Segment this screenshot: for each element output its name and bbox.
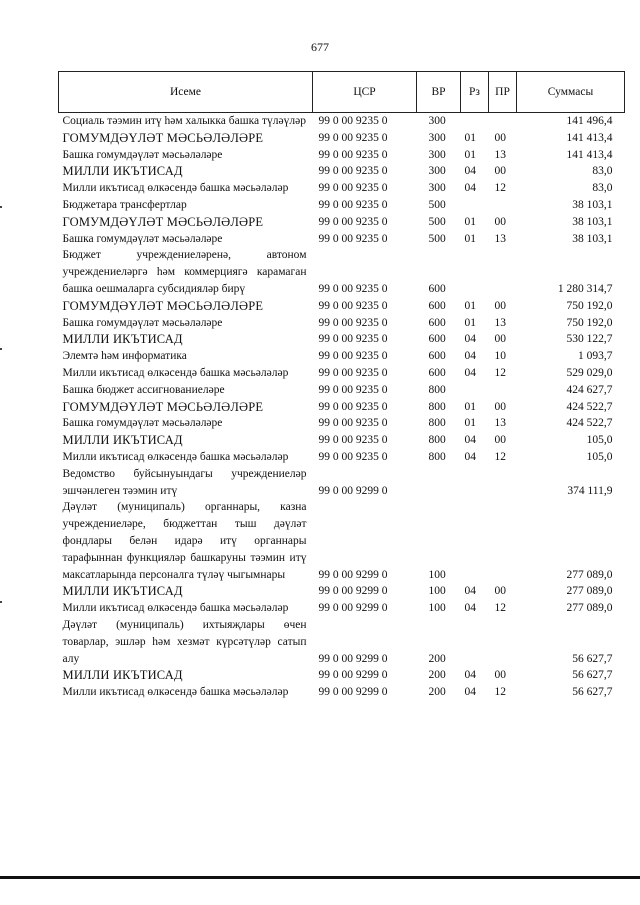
cell-pr xyxy=(489,466,517,500)
table-row xyxy=(59,331,625,348)
cell-name: МИЛЛИ ИКЪТИСАД xyxy=(62,668,183,683)
cell-sum: 141 413,4 xyxy=(566,131,613,144)
cell-sum: 529 029,0 xyxy=(566,366,613,379)
table-row xyxy=(59,466,625,500)
cell-pr: 13 xyxy=(494,316,506,329)
cell-name: Бюджет учреждениеләренә, автоном учреждениеләргә һәм коммерциягә карамаган башка оешмаларга субсидияләр бирү xyxy=(62,249,307,295)
cell-csr: 99 0 00 9235 0 xyxy=(318,198,388,211)
cell-name: Ведомство буйсынуындагы учреждениеләр эшчәнлеген тәэмин итү xyxy=(62,467,307,497)
cell-vr: 500 xyxy=(428,198,446,211)
cell-name: ГОМУМДӘҮЛӘТ МӘСЬӘЛӘЛӘРЕ xyxy=(62,399,264,414)
cell-rz: 01 xyxy=(464,316,476,329)
cell-sum: 105,0 xyxy=(586,434,613,447)
cell-name: Башка бюджет ассигнованиеләре xyxy=(62,383,225,396)
table-row xyxy=(59,130,625,147)
cell-sum: 750 192,0 xyxy=(566,299,613,312)
cell-rz xyxy=(461,247,489,297)
scan-mark xyxy=(0,348,2,350)
page-bottom-edge xyxy=(0,876,640,879)
cell-rz xyxy=(461,466,489,500)
cell-sum: 424 522,7 xyxy=(566,400,613,413)
cell-vr: 600 xyxy=(428,282,446,295)
cell-csr: 99 0 00 9235 0 xyxy=(318,333,388,346)
table-row xyxy=(59,399,625,416)
cell-name: МИЛЛИ ИКЪТИСАД xyxy=(62,433,183,448)
cell-name: Башка гомумдәүләт мәсьәләләре xyxy=(62,232,223,245)
cell-pr: 13 xyxy=(494,417,506,430)
cell-name: Милли икътисад өлкәсендә башка мәсьәләләр xyxy=(62,602,289,615)
table-row xyxy=(59,247,625,297)
cell-vr: 600 xyxy=(428,366,446,379)
cell-vr: 100 xyxy=(428,602,446,615)
cell-pr: 12 xyxy=(494,450,506,463)
cell-csr: 99 0 00 9299 0 xyxy=(318,484,388,497)
cell-csr: 99 0 00 9235 0 xyxy=(318,215,388,228)
cell-sum: 38 103,1 xyxy=(572,215,613,228)
cell-rz: 01 xyxy=(464,417,476,430)
cell-pr xyxy=(489,499,517,583)
header-csr: ЦСР xyxy=(313,72,417,113)
cell-name: Милли икътисад өлкәсендә башка мәсьәләләр xyxy=(62,182,289,195)
cell-sum: 83,0 xyxy=(592,182,613,195)
header-rz: Рз xyxy=(461,72,489,113)
cell-name: Башка гомумдәүләт мәсьәләләре xyxy=(62,417,223,430)
cell-rz: 01 xyxy=(464,148,476,161)
cell-name: Дәүләт (муниципаль) ихтыяҗлары өчен товарлар, эшләр һәм хезмәт күрсәтүләр сатып алу xyxy=(62,618,307,665)
cell-rz: 04 xyxy=(464,434,476,447)
table-row xyxy=(59,583,625,600)
cell-vr: 300 xyxy=(428,148,446,161)
cell-vr: 600 xyxy=(428,316,446,329)
cell-vr xyxy=(417,466,461,500)
cell-rz: 04 xyxy=(464,450,476,463)
cell-csr: 99 0 00 9235 0 xyxy=(318,434,388,447)
cell-csr: 99 0 00 9299 0 xyxy=(318,686,388,699)
header-pr: ПР xyxy=(489,72,517,113)
cell-sum: 424 522,7 xyxy=(566,417,613,430)
cell-name: Башка гомумдәүләт мәсьәләләре xyxy=(62,316,223,329)
cell-sum: 105,0 xyxy=(586,450,613,463)
cell-csr: 99 0 00 9235 0 xyxy=(318,165,388,178)
cell-rz: 04 xyxy=(464,182,476,195)
cell-rz: 01 xyxy=(464,215,476,228)
cell-pr: 00 xyxy=(494,400,506,413)
cell-pr: 12 xyxy=(494,602,506,615)
cell-csr: 99 0 00 9235 0 xyxy=(318,316,388,329)
scan-mark xyxy=(0,206,2,208)
cell-rz xyxy=(461,617,489,667)
table-body xyxy=(59,113,625,701)
budget-table xyxy=(58,71,625,701)
cell-pr xyxy=(489,382,517,399)
cell-name: Милли икътисад өлкәсендә башка мәсьәләләр xyxy=(62,686,289,699)
cell-pr: 00 xyxy=(494,131,506,144)
cell-name: Элемтә һәм информатика xyxy=(62,350,187,363)
table-row xyxy=(59,214,625,231)
cell-pr: 00 xyxy=(494,215,506,228)
cell-sum: 56 627,7 xyxy=(572,669,613,682)
cell-vr: 800 xyxy=(428,383,446,396)
cell-csr: 99 0 00 9235 0 xyxy=(318,232,388,245)
cell-vr: 600 xyxy=(428,350,446,363)
cell-vr: 500 xyxy=(428,232,446,245)
cell-pr: 10 xyxy=(494,350,506,363)
cell-vr: 800 xyxy=(428,450,446,463)
cell-name: МИЛЛИ ИКЪТИСАД xyxy=(62,332,183,347)
table-row xyxy=(59,365,625,382)
cell-sum: 141 496,4 xyxy=(566,115,613,127)
cell-csr: 99 0 00 9235 0 xyxy=(318,299,388,312)
table-row xyxy=(59,432,625,449)
cell-sum: 277 089,0 xyxy=(566,602,613,615)
cell-sum: 374 111,9 xyxy=(567,484,613,497)
cell-sum: 530 122,7 xyxy=(566,333,613,346)
cell-vr: 100 xyxy=(428,568,446,581)
cell-sum: 38 103,1 xyxy=(572,198,613,211)
cell-sum: 56 627,7 xyxy=(572,652,613,665)
table-row xyxy=(59,180,625,197)
table-row xyxy=(59,197,625,214)
table-row xyxy=(59,499,625,583)
cell-rz: 04 xyxy=(464,333,476,346)
cell-pr: 00 xyxy=(494,165,506,178)
cell-pr xyxy=(489,113,517,130)
cell-rz: 04 xyxy=(464,165,476,178)
cell-sum: 56 627,7 xyxy=(572,686,613,699)
cell-csr: 99 0 00 9235 0 xyxy=(318,417,388,430)
table-row xyxy=(59,231,625,248)
cell-pr: 12 xyxy=(494,182,506,195)
cell-rz xyxy=(461,113,489,130)
cell-pr xyxy=(489,247,517,297)
table-row xyxy=(59,298,625,315)
cell-pr: 12 xyxy=(494,366,506,379)
cell-vr: 200 xyxy=(428,686,446,699)
page-number: 677 xyxy=(311,40,329,54)
table-row xyxy=(59,449,625,466)
cell-vr: 300 xyxy=(428,165,446,178)
cell-sum: 277 089,0 xyxy=(566,585,613,598)
cell-pr xyxy=(489,617,517,667)
cell-sum: 1 280 314,7 xyxy=(557,282,613,295)
cell-vr: 600 xyxy=(428,299,446,312)
cell-vr: 600 xyxy=(428,333,446,346)
header-vr: ВР xyxy=(417,72,461,113)
cell-rz: 04 xyxy=(464,602,476,615)
cell-csr: 99 0 00 9299 0 xyxy=(318,669,388,682)
cell-name: Бюджетара трансфертлар xyxy=(62,198,187,211)
cell-csr: 99 0 00 9235 0 xyxy=(318,182,388,195)
cell-sum: 1 093,7 xyxy=(578,350,613,363)
cell-csr: 99 0 00 9235 0 xyxy=(318,400,388,413)
cell-csr: 99 0 00 9235 0 xyxy=(318,383,388,396)
cell-rz: 04 xyxy=(464,669,476,682)
cell-rz xyxy=(461,197,489,214)
cell-rz xyxy=(461,499,489,583)
cell-rz: 01 xyxy=(464,232,476,245)
cell-name: ГОМУМДӘҮЛӘТ МӘСЬӘЛӘЛӘРЕ xyxy=(62,130,264,145)
cell-csr: 99 0 00 9299 0 xyxy=(318,585,388,598)
cell-vr: 500 xyxy=(428,215,446,228)
cell-name: Башка гомумдәүләт мәсьәләләре xyxy=(62,148,223,161)
cell-pr: 13 xyxy=(494,148,506,161)
cell-rz: 01 xyxy=(464,131,476,144)
table-row xyxy=(59,147,625,164)
cell-name: Дәүләт (муниципаль) органнары, казна учреждениеләре, бюджеттан тыш дәүләт фондлары белән идарә итү органнары тарафыннан функцияләр башкаруны тәэмин итү максатларында персоналга түләү чыгымнары xyxy=(62,501,307,581)
cell-name: Социаль тәэмин итү һәм халыкка башка түләүләр xyxy=(62,115,306,127)
cell-sum: 141 413,4 xyxy=(566,148,613,161)
cell-rz: 04 xyxy=(464,585,476,598)
cell-pr: 00 xyxy=(494,333,506,346)
cell-vr: 300 xyxy=(428,131,446,144)
table-row xyxy=(59,415,625,432)
table-row xyxy=(59,382,625,399)
cell-csr: 99 0 00 9299 0 xyxy=(318,652,388,665)
cell-pr: 13 xyxy=(494,232,506,245)
cell-name: МИЛЛИ ИКЪТИСАД xyxy=(62,584,183,599)
scan-mark xyxy=(0,601,2,603)
cell-vr: 100 xyxy=(428,585,446,598)
cell-sum: 83,0 xyxy=(592,165,613,178)
cell-name: ГОМУМДӘҮЛӘТ МӘСЬӘЛӘЛӘРЕ xyxy=(62,298,264,313)
cell-csr: 99 0 00 9235 0 xyxy=(318,350,388,363)
table-row xyxy=(59,315,625,332)
cell-csr: 99 0 00 9235 0 xyxy=(318,366,388,379)
cell-rz: 04 xyxy=(464,686,476,699)
cell-name: Милли икътисад өлкәсендә башка мәсьәләләр xyxy=(62,366,289,379)
cell-csr: 99 0 00 9235 0 xyxy=(318,148,388,161)
cell-name: Милли икътисад өлкәсендә башка мәсьәләләр xyxy=(62,450,289,463)
table-row xyxy=(59,667,625,684)
cell-name: МИЛЛИ ИКЪТИСАД xyxy=(62,164,183,179)
cell-sum: 750 192,0 xyxy=(566,316,613,329)
cell-csr: 99 0 00 9235 0 xyxy=(318,115,388,127)
cell-sum: 277 089,0 xyxy=(566,568,613,581)
cell-rz: 01 xyxy=(464,299,476,312)
cell-pr: 00 xyxy=(494,434,506,447)
table-row xyxy=(59,348,625,365)
header-sum: Суммасы xyxy=(517,72,625,113)
cell-csr: 99 0 00 9235 0 xyxy=(318,282,388,295)
cell-sum: 38 103,1 xyxy=(572,232,613,245)
cell-pr: 00 xyxy=(494,669,506,682)
table-header-row xyxy=(59,72,625,113)
cell-rz: 01 xyxy=(464,400,476,413)
table-row xyxy=(59,617,625,667)
cell-rz: 04 xyxy=(464,366,476,379)
cell-vr: 200 xyxy=(428,652,446,665)
cell-pr xyxy=(489,197,517,214)
cell-pr: 00 xyxy=(494,299,506,312)
cell-vr: 800 xyxy=(428,417,446,430)
cell-csr: 99 0 00 9235 0 xyxy=(318,450,388,463)
cell-name: ГОМУМДӘҮЛӘТ МӘСЬӘЛӘЛӘРЕ xyxy=(62,214,264,229)
cell-sum: 424 627,7 xyxy=(566,383,613,396)
cell-csr: 99 0 00 9235 0 xyxy=(318,131,388,144)
table-row xyxy=(59,113,625,130)
cell-vr: 800 xyxy=(428,400,446,413)
cell-rz: 04 xyxy=(464,350,476,363)
table-row xyxy=(59,163,625,180)
cell-vr: 200 xyxy=(428,669,446,682)
cell-vr: 300 xyxy=(428,115,446,127)
header-name: Исеме xyxy=(59,72,313,113)
cell-rz xyxy=(461,382,489,399)
cell-pr: 12 xyxy=(494,686,506,699)
cell-csr: 99 0 00 9299 0 xyxy=(318,568,388,581)
cell-vr: 800 xyxy=(428,434,446,447)
cell-vr: 300 xyxy=(428,182,446,195)
table-row xyxy=(59,600,625,617)
table-row xyxy=(59,684,625,701)
cell-csr: 99 0 00 9299 0 xyxy=(318,602,388,615)
cell-pr: 00 xyxy=(494,585,506,598)
